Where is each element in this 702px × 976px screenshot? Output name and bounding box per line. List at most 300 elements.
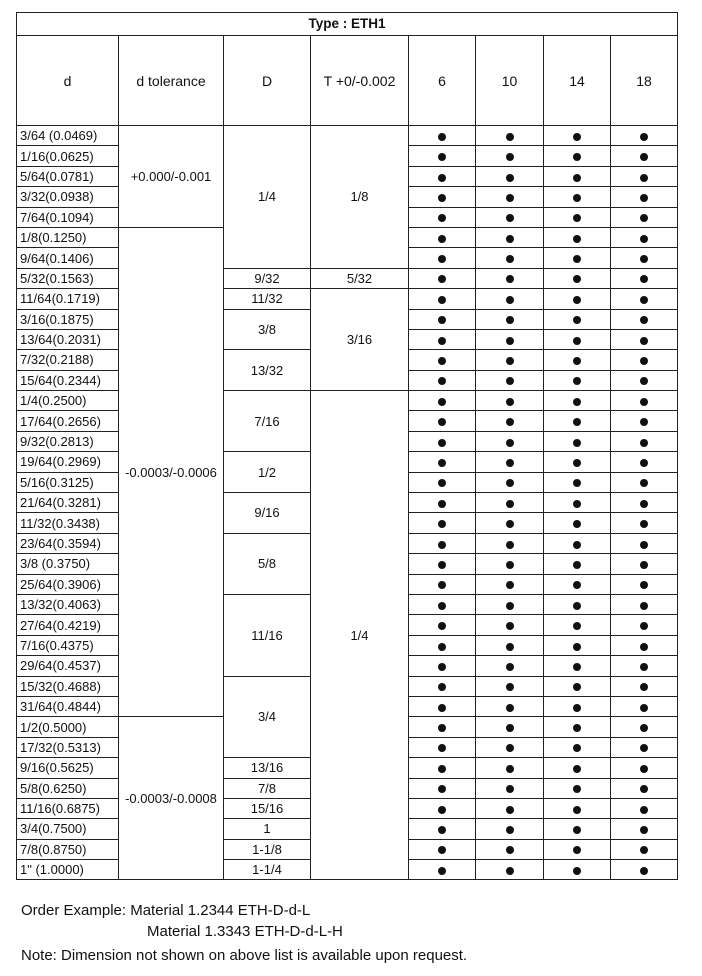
available-dot-icon: [640, 785, 648, 793]
available-dot-icon: [438, 377, 446, 385]
available-dot-icon: [506, 439, 514, 447]
available-dot-icon: [506, 398, 514, 406]
availability-cell-18: [611, 268, 678, 288]
available-dot-icon: [506, 337, 514, 345]
table-row: [17, 268, 678, 288]
available-dot-icon: [640, 765, 648, 773]
availability-cell-10: [476, 391, 544, 411]
availability-cell-18: [611, 452, 678, 472]
table-row: [17, 289, 678, 309]
availability-cell-6: [409, 696, 476, 716]
order-example-line-1: Order Example: Material 1.2344 ETH-D-d-L: [21, 902, 311, 919]
available-dot-icon: [506, 826, 514, 834]
availability-cell-18: [611, 166, 678, 186]
d-value-cell: 1" (1.0000): [17, 860, 119, 880]
T-cell: 3/16: [311, 289, 409, 391]
availability-cell-10: [476, 737, 544, 757]
header-d-tolerance: d tolerance: [119, 36, 224, 126]
d-value-cell: 1/8(0.1250): [17, 227, 119, 247]
available-dot-icon: [573, 561, 581, 569]
available-dot-icon: [573, 846, 581, 854]
D-cell: 7/16: [224, 391, 311, 452]
d-value-cell: 11/16(0.6875): [17, 798, 119, 818]
available-dot-icon: [573, 153, 581, 161]
availability-cell-6: [409, 656, 476, 676]
availability-cell-6: [409, 594, 476, 614]
D-cell: 13/32: [224, 350, 311, 391]
availability-cell-10: [476, 472, 544, 492]
availability-cell-10: [476, 187, 544, 207]
d-value-cell: 13/32(0.4063): [17, 594, 119, 614]
availability-cell-14: [544, 778, 611, 798]
available-dot-icon: [506, 581, 514, 589]
availability-cell-6: [409, 513, 476, 533]
D-cell: 1: [224, 819, 311, 839]
availability-cell-18: [611, 635, 678, 655]
available-dot-icon: [506, 765, 514, 773]
available-dot-icon: [640, 459, 648, 467]
available-dot-icon: [506, 296, 514, 304]
available-dot-icon: [640, 500, 648, 508]
availability-cell-6: [409, 248, 476, 268]
availability-cell-6: [409, 431, 476, 451]
available-dot-icon: [640, 377, 648, 385]
available-dot-icon: [573, 785, 581, 793]
availability-cell-18: [611, 126, 678, 146]
availability-cell-14: [544, 350, 611, 370]
available-dot-icon: [438, 398, 446, 406]
available-dot-icon: [438, 479, 446, 487]
available-dot-icon: [640, 398, 648, 406]
availability-cell-14: [544, 656, 611, 676]
availability-cell-10: [476, 860, 544, 880]
availability-cell-18: [611, 533, 678, 553]
d-value-cell: 3/4(0.7500): [17, 819, 119, 839]
availability-cell-14: [544, 146, 611, 166]
available-dot-icon: [438, 602, 446, 610]
d-value-cell: 3/16(0.1875): [17, 309, 119, 329]
d-value-cell: 9/64(0.1406): [17, 248, 119, 268]
availability-cell-6: [409, 207, 476, 227]
available-dot-icon: [573, 255, 581, 263]
available-dot-icon: [438, 153, 446, 161]
available-dot-icon: [640, 235, 648, 243]
d-value-cell: 7/8(0.8750): [17, 839, 119, 859]
availability-cell-6: [409, 452, 476, 472]
availability-cell-6: [409, 472, 476, 492]
available-dot-icon: [640, 622, 648, 630]
available-dot-icon: [438, 541, 446, 549]
available-dot-icon: [573, 622, 581, 630]
order-example-line-2: Material 1.3343 ETH-D-d-L-H: [147, 923, 343, 940]
d-value-cell: 1/16(0.0625): [17, 146, 119, 166]
available-dot-icon: [506, 643, 514, 651]
availability-cell-18: [611, 798, 678, 818]
available-dot-icon: [506, 622, 514, 630]
header-18: 18: [611, 36, 678, 126]
availability-cell-6: [409, 146, 476, 166]
availability-cell-10: [476, 798, 544, 818]
availability-cell-6: [409, 737, 476, 757]
available-dot-icon: [438, 235, 446, 243]
d-value-cell: 5/16(0.3125): [17, 472, 119, 492]
d-value-cell: 17/32(0.5313): [17, 737, 119, 757]
D-cell: 5/8: [224, 533, 311, 594]
dimension-note: Note: Dimension not shown on above list is available upon request.: [21, 947, 468, 964]
d-value-cell: 3/64 (0.0469): [17, 126, 119, 146]
availability-cell-18: [611, 594, 678, 614]
availability-cell-6: [409, 309, 476, 329]
availability-cell-14: [544, 533, 611, 553]
available-dot-icon: [506, 459, 514, 467]
available-dot-icon: [506, 561, 514, 569]
title-row: [17, 13, 678, 36]
available-dot-icon: [438, 846, 446, 854]
d-value-cell: 31/64(0.4844): [17, 696, 119, 716]
D-cell: 3/8: [224, 309, 311, 350]
availability-cell-10: [476, 533, 544, 553]
availability-cell-14: [544, 166, 611, 186]
availability-cell-10: [476, 696, 544, 716]
d-value-cell: 1/2(0.5000): [17, 717, 119, 737]
availability-cell-10: [476, 289, 544, 309]
available-dot-icon: [573, 174, 581, 182]
available-dot-icon: [573, 133, 581, 141]
availability-cell-6: [409, 268, 476, 288]
available-dot-icon: [640, 520, 648, 528]
available-dot-icon: [573, 296, 581, 304]
available-dot-icon: [438, 785, 446, 793]
availability-cell-14: [544, 635, 611, 655]
d-value-cell: 7/16(0.4375): [17, 635, 119, 655]
available-dot-icon: [640, 439, 648, 447]
d-value-cell: 15/64(0.2344): [17, 370, 119, 390]
available-dot-icon: [573, 520, 581, 528]
available-dot-icon: [506, 867, 514, 875]
available-dot-icon: [573, 275, 581, 283]
available-dot-icon: [438, 581, 446, 589]
available-dot-icon: [438, 744, 446, 752]
availability-cell-14: [544, 452, 611, 472]
available-dot-icon: [438, 561, 446, 569]
availability-cell-18: [611, 350, 678, 370]
availability-cell-14: [544, 860, 611, 880]
availability-cell-6: [409, 839, 476, 859]
header-14: 14: [544, 36, 611, 126]
available-dot-icon: [573, 806, 581, 814]
header-10: 10: [476, 36, 544, 126]
availability-cell-10: [476, 819, 544, 839]
availability-cell-10: [476, 248, 544, 268]
available-dot-icon: [573, 541, 581, 549]
availability-cell-18: [611, 187, 678, 207]
availability-cell-6: [409, 819, 476, 839]
availability-cell-6: [409, 166, 476, 186]
D-cell: 9/16: [224, 493, 311, 534]
header-6: 6: [409, 36, 476, 126]
available-dot-icon: [438, 765, 446, 773]
available-dot-icon: [438, 133, 446, 141]
available-dot-icon: [640, 479, 648, 487]
availability-cell-18: [611, 248, 678, 268]
available-dot-icon: [506, 275, 514, 283]
tolerance-cell: +0.000/-0.001: [119, 126, 224, 228]
D-cell: 1-1/8: [224, 839, 311, 859]
available-dot-icon: [640, 663, 648, 671]
available-dot-icon: [573, 418, 581, 426]
available-dot-icon: [640, 337, 648, 345]
D-cell: 9/32: [224, 268, 311, 288]
availability-cell-10: [476, 554, 544, 574]
D-cell: 11/32: [224, 289, 311, 309]
availability-cell-6: [409, 533, 476, 553]
available-dot-icon: [573, 602, 581, 610]
available-dot-icon: [640, 602, 648, 610]
availability-cell-14: [544, 717, 611, 737]
available-dot-icon: [506, 255, 514, 263]
D-cell: 15/16: [224, 798, 311, 818]
available-dot-icon: [573, 581, 581, 589]
availability-cell-10: [476, 493, 544, 513]
available-dot-icon: [506, 377, 514, 385]
availability-cell-14: [544, 227, 611, 247]
available-dot-icon: [640, 541, 648, 549]
available-dot-icon: [640, 153, 648, 161]
available-dot-icon: [438, 255, 446, 263]
available-dot-icon: [573, 214, 581, 222]
availability-cell-6: [409, 676, 476, 696]
available-dot-icon: [573, 337, 581, 345]
availability-cell-14: [544, 839, 611, 859]
availability-cell-10: [476, 594, 544, 614]
available-dot-icon: [506, 663, 514, 671]
available-dot-icon: [640, 174, 648, 182]
available-dot-icon: [640, 255, 648, 263]
availability-cell-6: [409, 798, 476, 818]
availability-cell-10: [476, 452, 544, 472]
availability-cell-14: [544, 370, 611, 390]
available-dot-icon: [438, 357, 446, 365]
availability-cell-18: [611, 574, 678, 594]
header-D: D: [224, 36, 311, 126]
D-cell: 7/8: [224, 778, 311, 798]
availability-cell-6: [409, 574, 476, 594]
availability-cell-18: [611, 513, 678, 533]
availability-cell-10: [476, 370, 544, 390]
available-dot-icon: [573, 867, 581, 875]
available-dot-icon: [573, 826, 581, 834]
d-value-cell: 9/16(0.5625): [17, 758, 119, 778]
available-dot-icon: [573, 704, 581, 712]
availability-cell-18: [611, 758, 678, 778]
available-dot-icon: [506, 479, 514, 487]
availability-cell-18: [611, 778, 678, 798]
available-dot-icon: [506, 846, 514, 854]
available-dot-icon: [438, 337, 446, 345]
availability-cell-18: [611, 431, 678, 451]
d-value-cell: 27/64(0.4219): [17, 615, 119, 635]
availability-cell-18: [611, 391, 678, 411]
available-dot-icon: [640, 826, 648, 834]
availability-cell-10: [476, 411, 544, 431]
available-dot-icon: [438, 683, 446, 691]
availability-cell-6: [409, 329, 476, 349]
available-dot-icon: [506, 683, 514, 691]
availability-cell-14: [544, 248, 611, 268]
availability-cell-18: [611, 207, 678, 227]
tolerance-cell: -0.0003/-0.0006: [119, 227, 224, 716]
d-value-cell: 11/64(0.1719): [17, 289, 119, 309]
available-dot-icon: [573, 765, 581, 773]
available-dot-icon: [573, 479, 581, 487]
available-dot-icon: [506, 235, 514, 243]
header-d: d: [17, 36, 119, 126]
available-dot-icon: [506, 316, 514, 324]
available-dot-icon: [573, 724, 581, 732]
available-dot-icon: [640, 296, 648, 304]
availability-cell-18: [611, 411, 678, 431]
available-dot-icon: [573, 235, 581, 243]
table-title: Type : ETH1: [17, 13, 678, 36]
availability-cell-14: [544, 472, 611, 492]
availability-cell-18: [611, 737, 678, 757]
available-dot-icon: [506, 500, 514, 508]
availability-cell-10: [476, 329, 544, 349]
d-value-cell: 5/32(0.1563): [17, 268, 119, 288]
T-cell: 1/4: [311, 391, 409, 880]
availability-cell-14: [544, 268, 611, 288]
availability-cell-18: [611, 554, 678, 574]
availability-cell-14: [544, 554, 611, 574]
d-value-cell: 29/64(0.4537): [17, 656, 119, 676]
D-cell: 11/16: [224, 594, 311, 676]
availability-cell-10: [476, 615, 544, 635]
availability-cell-14: [544, 329, 611, 349]
availability-cell-6: [409, 778, 476, 798]
availability-cell-18: [611, 329, 678, 349]
availability-cell-10: [476, 676, 544, 696]
d-value-cell: 3/8 (0.3750): [17, 554, 119, 574]
availability-cell-18: [611, 839, 678, 859]
available-dot-icon: [438, 500, 446, 508]
available-dot-icon: [506, 418, 514, 426]
availability-cell-14: [544, 391, 611, 411]
available-dot-icon: [640, 724, 648, 732]
available-dot-icon: [640, 581, 648, 589]
available-dot-icon: [640, 867, 648, 875]
available-dot-icon: [438, 275, 446, 283]
available-dot-icon: [640, 683, 648, 691]
available-dot-icon: [506, 602, 514, 610]
d-value-cell: 25/64(0.3906): [17, 574, 119, 594]
available-dot-icon: [438, 459, 446, 467]
available-dot-icon: [438, 418, 446, 426]
available-dot-icon: [573, 643, 581, 651]
available-dot-icon: [640, 357, 648, 365]
available-dot-icon: [640, 418, 648, 426]
availability-cell-10: [476, 431, 544, 451]
availability-cell-6: [409, 350, 476, 370]
available-dot-icon: [573, 377, 581, 385]
available-dot-icon: [640, 561, 648, 569]
availability-cell-14: [544, 289, 611, 309]
d-value-cell: 15/32(0.4688): [17, 676, 119, 696]
available-dot-icon: [573, 459, 581, 467]
availability-cell-6: [409, 758, 476, 778]
d-value-cell: 17/64(0.2656): [17, 411, 119, 431]
T-cell: 5/32: [311, 268, 409, 288]
D-cell: 13/16: [224, 758, 311, 778]
available-dot-icon: [506, 744, 514, 752]
available-dot-icon: [438, 704, 446, 712]
availability-cell-6: [409, 717, 476, 737]
available-dot-icon: [640, 316, 648, 324]
availability-cell-6: [409, 411, 476, 431]
available-dot-icon: [573, 194, 581, 202]
availability-cell-18: [611, 860, 678, 880]
availability-cell-14: [544, 696, 611, 716]
availability-cell-10: [476, 758, 544, 778]
availability-cell-18: [611, 370, 678, 390]
availability-cell-18: [611, 717, 678, 737]
d-value-cell: 23/64(0.3594): [17, 533, 119, 553]
available-dot-icon: [573, 683, 581, 691]
availability-cell-6: [409, 391, 476, 411]
available-dot-icon: [573, 316, 581, 324]
availability-cell-14: [544, 207, 611, 227]
availability-cell-14: [544, 574, 611, 594]
availability-cell-14: [544, 411, 611, 431]
available-dot-icon: [438, 214, 446, 222]
d-value-cell: 3/32(0.0938): [17, 187, 119, 207]
available-dot-icon: [506, 214, 514, 222]
availability-cell-10: [476, 126, 544, 146]
available-dot-icon: [438, 174, 446, 182]
availability-cell-18: [611, 227, 678, 247]
availability-cell-14: [544, 676, 611, 696]
available-dot-icon: [640, 846, 648, 854]
d-value-cell: 9/32(0.2813): [17, 431, 119, 451]
availability-cell-14: [544, 737, 611, 757]
table-row: [17, 126, 678, 146]
d-value-cell: 5/64(0.0781): [17, 166, 119, 186]
available-dot-icon: [640, 275, 648, 283]
available-dot-icon: [438, 520, 446, 528]
availability-cell-10: [476, 227, 544, 247]
available-dot-icon: [573, 500, 581, 508]
availability-cell-18: [611, 146, 678, 166]
available-dot-icon: [640, 704, 648, 712]
T-cell: 1/8: [311, 126, 409, 269]
table-row: [17, 391, 678, 411]
availability-cell-18: [611, 472, 678, 492]
availability-cell-18: [611, 289, 678, 309]
availability-cell-6: [409, 493, 476, 513]
availability-cell-14: [544, 594, 611, 614]
available-dot-icon: [438, 806, 446, 814]
availability-cell-10: [476, 839, 544, 859]
available-dot-icon: [640, 806, 648, 814]
available-dot-icon: [438, 643, 446, 651]
availability-cell-6: [409, 635, 476, 655]
availability-cell-6: [409, 860, 476, 880]
available-dot-icon: [506, 541, 514, 549]
d-value-cell: 7/32(0.2188): [17, 350, 119, 370]
available-dot-icon: [438, 663, 446, 671]
availability-cell-18: [611, 676, 678, 696]
availability-cell-14: [544, 309, 611, 329]
D-cell: 1/2: [224, 452, 311, 493]
